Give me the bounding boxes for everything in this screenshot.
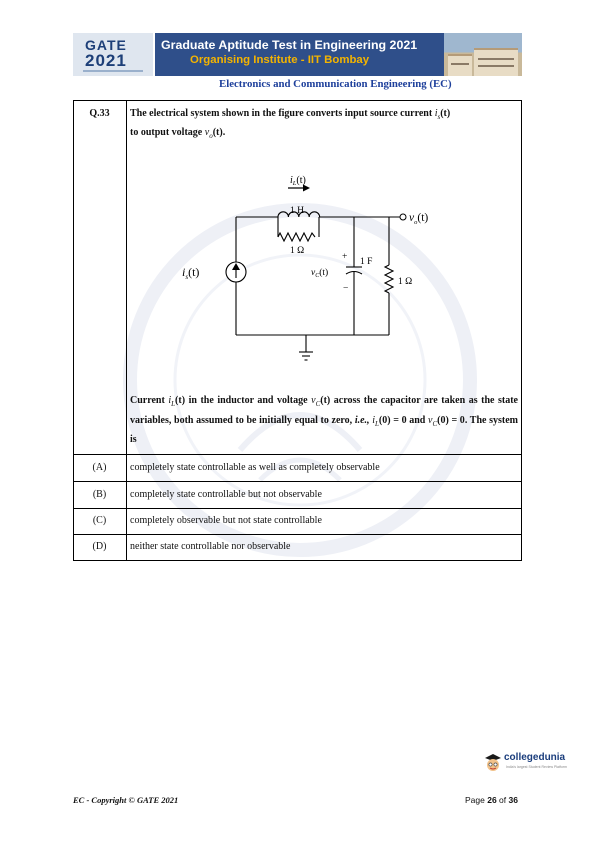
- circuit-diagram: [170, 160, 440, 375]
- option-d-text: neither state controllable nor observable: [130, 541, 291, 552]
- capacitor-minus-sign: −: [343, 284, 349, 294]
- inductor-value: 1 H: [290, 206, 304, 216]
- output-terminal: [400, 214, 406, 220]
- institute-building-image: [444, 33, 522, 76]
- source-label: $i_s(t)$: [182, 265, 200, 281]
- capacitor-plus-sign: +: [342, 252, 348, 262]
- question-stem: The electrical system shown in the figure converts input source current $i_s(t)$ to output voltage $v_o(t)$.: [130, 108, 451, 140]
- option-a-label: (A): [92, 462, 107, 473]
- option-c-text: completely observable but not state controllable: [130, 515, 322, 526]
- output-voltage-label: $v_o(t)$: [409, 212, 429, 226]
- gate-logo-word: GATE: [85, 37, 127, 53]
- question-number: Q.33: [89, 108, 110, 119]
- state-variables-text: Current $i_L(t)$ in the inductor and voltage $v_C(t)$ across the capacitor are taken as the state variables, both assumed to be initially equal to zero, i.e., $i_L(0) = 0$ and $v_C(0) = 0$. The system is: [130, 395, 518, 445]
- option-c-label: (C): [92, 515, 107, 526]
- vc-label: $v_C(t)$: [311, 268, 329, 279]
- footer-copyright: EC - Copyright © GATE 2021: [73, 795, 179, 805]
- option-b-label: (B): [92, 489, 107, 500]
- header-banner: [73, 33, 522, 76]
- series-resistor-value: 1 Ω: [290, 246, 305, 256]
- gate-logo-year: 2021: [85, 51, 127, 70]
- footer-page-number: Page 26 of 36: [465, 795, 518, 805]
- il-label: $i_L(t)$: [290, 175, 306, 187]
- mascot-icon: [484, 752, 502, 774]
- shunt-resistor-value: 1 Ω: [398, 277, 413, 287]
- exam-title: Graduate Aptitude Test in Engineering 2021: [161, 38, 418, 52]
- option-a-text: completely state controllable as well as completely observable: [130, 462, 380, 473]
- option-d-label: (D): [92, 541, 107, 552]
- brand-tagline: India's largest Student Review Platform: [506, 765, 567, 769]
- capacitor-value: 1 F: [360, 257, 373, 267]
- brand-name: collegedunia: [504, 752, 566, 763]
- collegedunia-logo: [484, 752, 574, 782]
- organising-institute: Organising Institute - IIT Bombay: [190, 54, 370, 66]
- option-b-text: completely state controllable but not observable: [130, 489, 322, 500]
- paper-name: Electronics and Communication Engineering (EC): [219, 78, 452, 90]
- gate-logo: [73, 33, 155, 76]
